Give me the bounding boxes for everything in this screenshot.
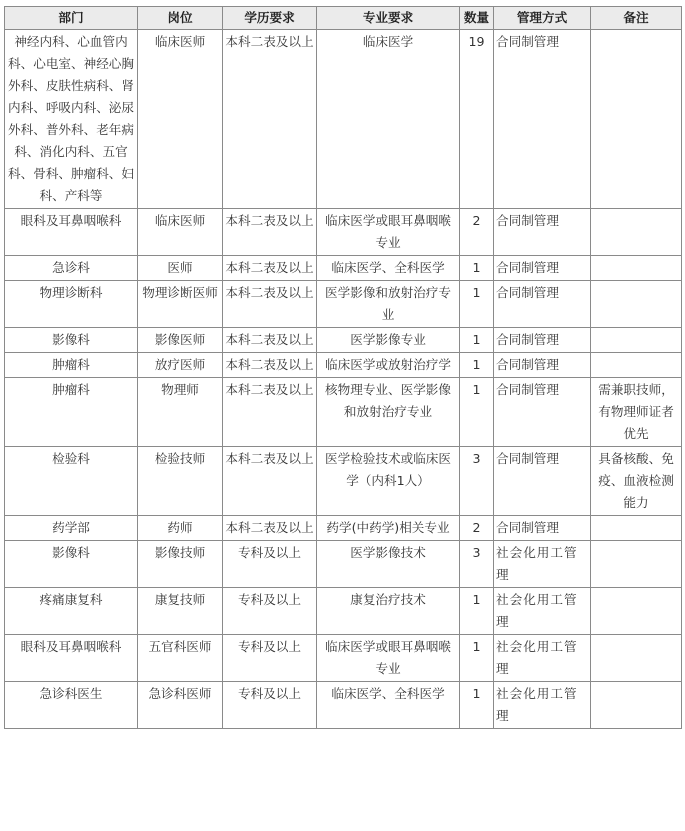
table-row (5, 682, 682, 729)
cell-management: 合同制管理 (494, 30, 591, 209)
cell-education: 本科二表及以上 (223, 328, 317, 353)
cell-education: 专科及以上 (223, 682, 317, 729)
cell-post: 影像技师 (138, 541, 223, 588)
cell-post: 影像医师 (138, 328, 223, 353)
cell-count: 1 (460, 682, 494, 729)
cell-notes (591, 353, 682, 378)
cell-management: 社会化用工管理 (494, 635, 591, 682)
table-row (5, 256, 682, 281)
cell-dept: 疼痛康复科 (5, 588, 138, 635)
cell-notes (591, 588, 682, 635)
table-header-row (5, 7, 682, 30)
table-row (5, 635, 682, 682)
cell-count: 2 (460, 516, 494, 541)
cell-dept: 急诊科医生 (5, 682, 138, 729)
cell-management: 合同制管理 (494, 516, 591, 541)
cell-education: 本科二表及以上 (223, 353, 317, 378)
table-row (5, 353, 682, 378)
cell-count: 3 (460, 447, 494, 516)
cell-notes: 具备核酸、免疫、血液检测能力 (591, 447, 682, 516)
cell-post: 物理诊断医师 (138, 281, 223, 328)
header-post: 岗位 (138, 7, 223, 30)
cell-post: 物理师 (138, 378, 223, 447)
table-row (5, 588, 682, 635)
header-management: 管理方式 (494, 7, 591, 30)
cell-education: 本科二表及以上 (223, 516, 317, 541)
cell-management: 合同制管理 (494, 378, 591, 447)
cell-count: 1 (460, 635, 494, 682)
cell-post: 五官科医师 (138, 635, 223, 682)
cell-notes (591, 635, 682, 682)
cell-post: 急诊科医师 (138, 682, 223, 729)
cell-education: 本科二表及以上 (223, 447, 317, 516)
cell-major: 医学影像技术 (317, 541, 460, 588)
header-count: 数量 (460, 7, 494, 30)
cell-count: 1 (460, 281, 494, 328)
cell-dept: 影像科 (5, 541, 138, 588)
cell-post: 检验技师 (138, 447, 223, 516)
cell-education: 本科二表及以上 (223, 378, 317, 447)
cell-major: 医学影像专业 (317, 328, 460, 353)
table-row (5, 30, 682, 209)
cell-education: 本科二表及以上 (223, 209, 317, 256)
table-row (5, 541, 682, 588)
cell-major: 临床医学或眼耳鼻咽喉专业 (317, 209, 460, 256)
cell-post: 放疗医师 (138, 353, 223, 378)
cell-dept: 影像科 (5, 328, 138, 353)
cell-post: 药师 (138, 516, 223, 541)
cell-dept: 急诊科 (5, 256, 138, 281)
cell-count: 3 (460, 541, 494, 588)
recruitment-table (4, 6, 682, 729)
cell-dept: 眼科及耳鼻咽喉科 (5, 635, 138, 682)
table-row (5, 328, 682, 353)
cell-count: 1 (460, 378, 494, 447)
cell-notes (591, 30, 682, 209)
cell-dept: 肿瘤科 (5, 353, 138, 378)
cell-dept: 药学部 (5, 516, 138, 541)
cell-education: 专科及以上 (223, 541, 317, 588)
cell-dept: 神经内科、心血管内科、心电室、神经心胸外科、皮肤性病科、肾内科、呼吸内科、泌尿外科、普外科、老年病科、消化内科、五官科、骨科、肿瘤科、妇科、产科等 (5, 30, 138, 209)
cell-post: 临床医师 (138, 209, 223, 256)
cell-dept: 物理诊断科 (5, 281, 138, 328)
cell-dept: 检验科 (5, 447, 138, 516)
cell-education: 本科二表及以上 (223, 281, 317, 328)
table-row (5, 378, 682, 447)
cell-notes (591, 281, 682, 328)
cell-notes: 需兼职技师，有物理师证者优先 (591, 378, 682, 447)
cell-major: 临床医学、全科医学 (317, 682, 460, 729)
cell-management: 合同制管理 (494, 447, 591, 516)
cell-major: 医学检验技术或临床医学（内科1人） (317, 447, 460, 516)
cell-notes (591, 516, 682, 541)
cell-management: 社会化用工管理 (494, 541, 591, 588)
cell-notes (591, 541, 682, 588)
table-row (5, 281, 682, 328)
cell-major: 康复治疗技术 (317, 588, 460, 635)
cell-major: 临床医学 (317, 30, 460, 209)
cell-count: 1 (460, 256, 494, 281)
cell-management: 合同制管理 (494, 328, 591, 353)
header-dept: 部门 (5, 7, 138, 30)
cell-notes (591, 682, 682, 729)
header-notes: 备注 (591, 7, 682, 30)
cell-major: 药学(中药学)相关专业 (317, 516, 460, 541)
cell-education: 本科二表及以上 (223, 30, 317, 209)
header-education: 学历要求 (223, 7, 317, 30)
cell-major: 临床医学或放射治疗学 (317, 353, 460, 378)
cell-education: 专科及以上 (223, 588, 317, 635)
cell-count: 19 (460, 30, 494, 209)
table-row (5, 516, 682, 541)
cell-management: 合同制管理 (494, 209, 591, 256)
table-row (5, 209, 682, 256)
cell-count: 1 (460, 588, 494, 635)
cell-dept: 肿瘤科 (5, 378, 138, 447)
table-row (5, 447, 682, 516)
cell-management: 合同制管理 (494, 256, 591, 281)
cell-major: 临床医学或眼耳鼻咽喉专业 (317, 635, 460, 682)
cell-major: 医学影像和放射治疗专业 (317, 281, 460, 328)
cell-management: 合同制管理 (494, 281, 591, 328)
cell-count: 1 (460, 328, 494, 353)
cell-education: 本科二表及以上 (223, 256, 317, 281)
cell-management: 合同制管理 (494, 353, 591, 378)
cell-notes (591, 209, 682, 256)
cell-notes (591, 328, 682, 353)
cell-notes (591, 256, 682, 281)
cell-management: 社会化用工管理 (494, 588, 591, 635)
cell-post: 临床医师 (138, 30, 223, 209)
header-major: 专业要求 (317, 7, 460, 30)
cell-major: 核物理专业、医学影像和放射治疗专业 (317, 378, 460, 447)
cell-dept: 眼科及耳鼻咽喉科 (5, 209, 138, 256)
cell-education: 专科及以上 (223, 635, 317, 682)
cell-count: 2 (460, 209, 494, 256)
cell-count: 1 (460, 353, 494, 378)
cell-management: 社会化用工管理 (494, 682, 591, 729)
cell-post: 康复技师 (138, 588, 223, 635)
cell-post: 医师 (138, 256, 223, 281)
cell-major: 临床医学、全科医学 (317, 256, 460, 281)
